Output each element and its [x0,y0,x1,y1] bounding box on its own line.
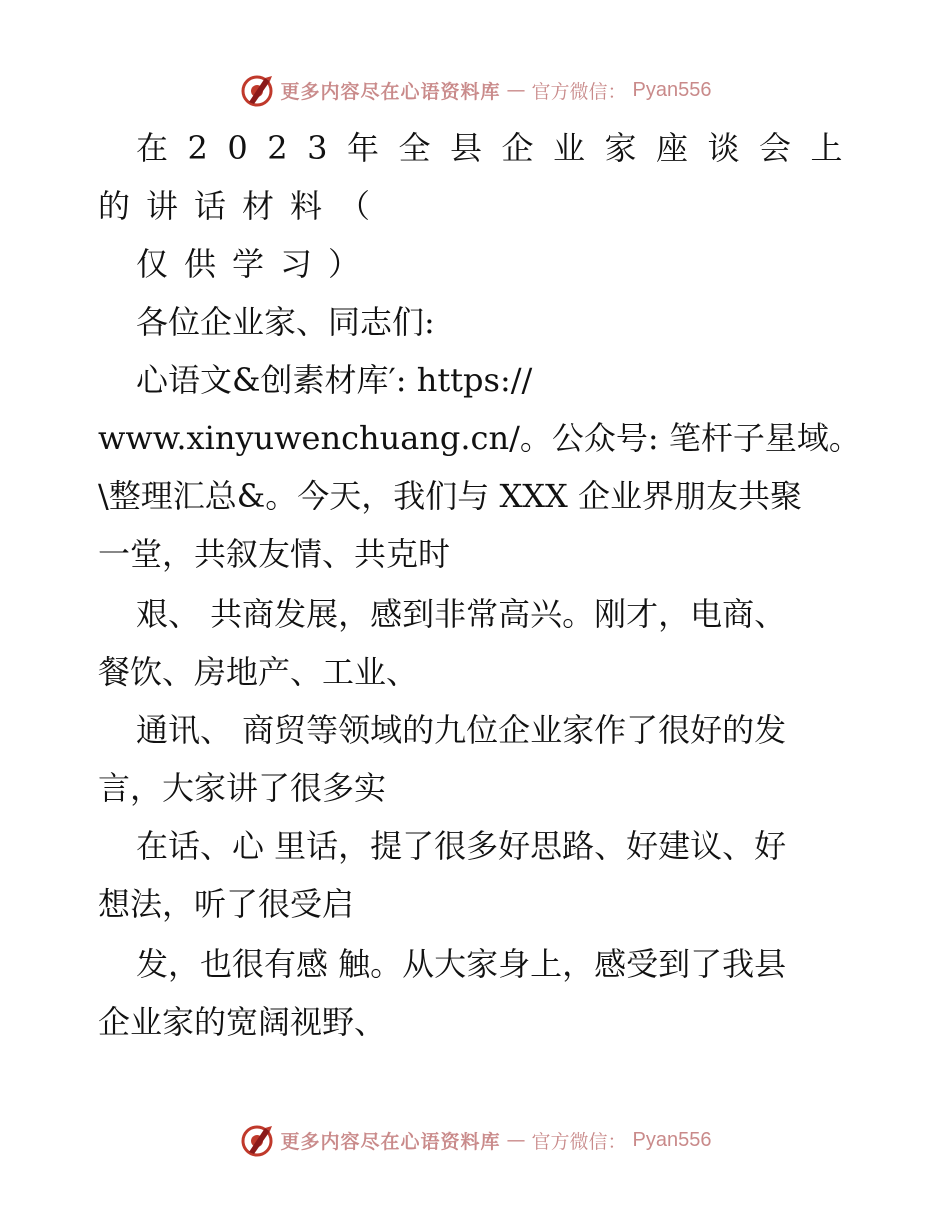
header-separator: — [506,79,526,101]
header-brand-text: 更多内容尽在心语资料库 [280,80,501,103]
document-title-line-1: 在2023年全县企业家座谈会上 [136,129,862,167]
body-line: 各位企业家、同志们: [136,303,435,341]
header-wechat-id: Pyan556 [632,78,712,101]
pen-circle-logo-icon [239,72,275,108]
header-banner [0,70,950,110]
header-wechat-label: 官方微信： [531,80,627,103]
footer-separator: — [506,1129,526,1151]
footer-brand-text: 更多内容尽在心语资料库 [280,1130,501,1153]
body-line: 企业家的宽阔视野、 [98,1003,387,1041]
body-line: \整理汇总&。今天，我们与 XXX 企业界朋友共聚 [98,477,802,515]
document-title-line-2: 的讲话材料（ [98,187,387,225]
body-line: 发，也很有感 触。从大家身上，感受到了我县 [136,945,787,983]
body-line: 餐饮、房地产、工业、 [98,653,419,691]
body-line: www.xinyuwenchuang.cn/。公众号: 笔杆子星域。 [98,419,861,457]
body-line: 一堂，共叙友情、共克时 [98,535,451,573]
body-line: 艰、 共商发展，感到非常高兴。刚才，电商、 [136,595,787,633]
body-line: 想法，听了很受启 [98,885,355,923]
body-line: 通讯、 商贸等领域的九位企业家作了很好的发 [136,711,787,749]
body-line: 言，大家讲了很多实 [98,769,387,807]
body-line: 在话、心 里话，提了很多好思路、好建议、好 [136,827,787,865]
footer-wechat-label: 官方微信： [531,1130,627,1153]
footer-banner [0,1120,950,1160]
pen-circle-logo-icon [239,1122,275,1158]
document-title-line-3: 仅供学习） [136,245,377,283]
body-line: 心语文&创素材库′: https:// [136,361,533,399]
footer-wechat-id: Pyan556 [632,1128,712,1151]
